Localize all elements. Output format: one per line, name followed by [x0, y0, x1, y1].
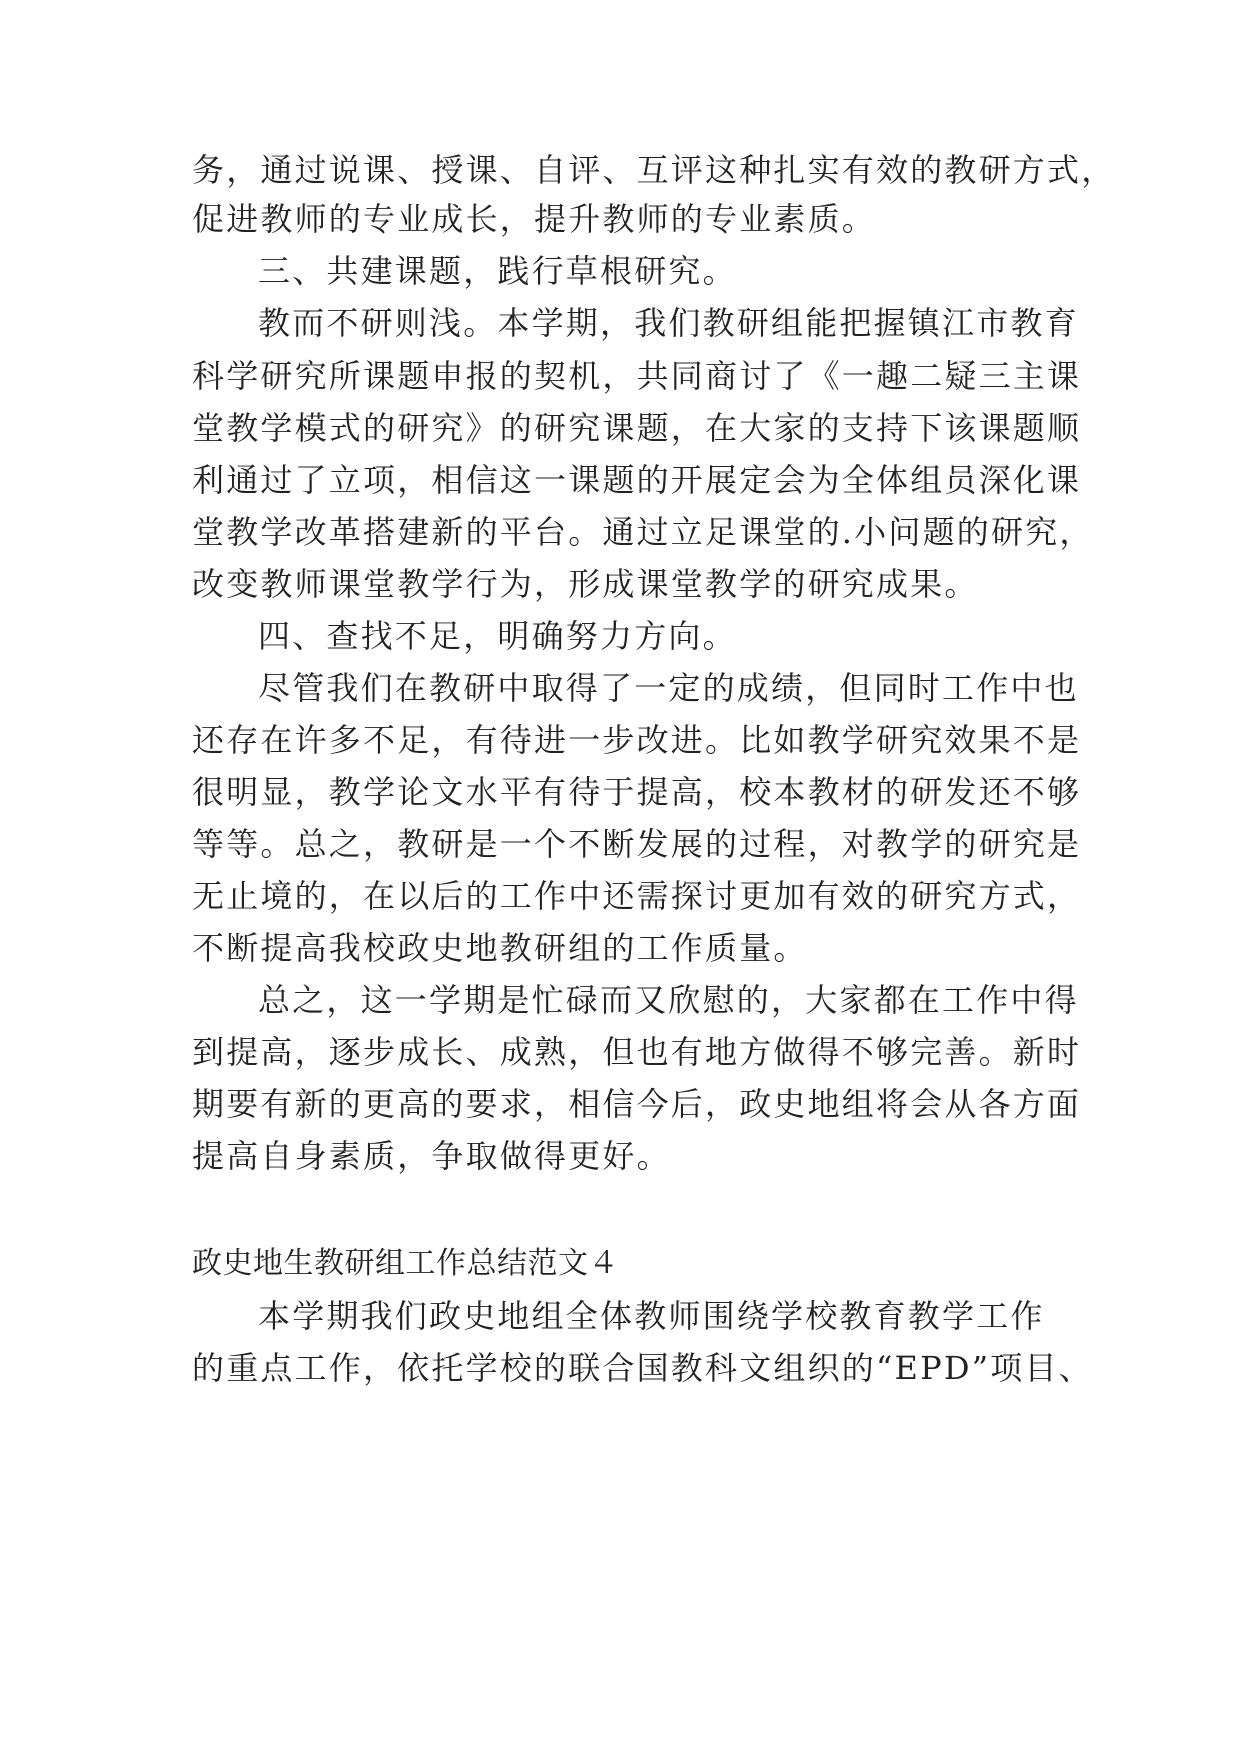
- paragraph-line: 不断提高我校政史地教研组的工作质量。: [192, 929, 808, 967]
- paragraph-line: 提高自身素质，争取做得更好。: [192, 1137, 671, 1175]
- section-title: 政史地生教研组工作总结范文４: [192, 1246, 619, 1281]
- paragraph-line: 等等。总之，教研是一个不断发展的过程，对教学的研究是: [192, 825, 1082, 863]
- paragraph-line: 堂教学改革搭建新的平台。通过立足课堂的.小问题的研究，: [192, 513, 1094, 551]
- paragraph-line: 务，通过说课、授课、自评、互评这种扎实有效的教研方式，: [192, 151, 1116, 189]
- paragraph-line: 堂教学模式的研究》的研究课题，在大家的支持下该课题顺: [192, 409, 1082, 447]
- paragraph-line: 教而不研则浅。本学期，我们教研组能把握镇江市教育: [258, 304, 1079, 342]
- paragraph-line: 总之，这一学期是忙碌而又欣慰的，大家都在工作中得: [258, 981, 1079, 1019]
- paragraph-line: 利通过了立项，相信这一课题的开展定会为全体组员深化课: [192, 461, 1082, 499]
- paragraph-line: 的重点工作，依托学校的联合国教科文组织的“EPD”项目、: [192, 1349, 1093, 1387]
- paragraph-line: 很明显，教学论文水平有待于提高，校本教材的研发还不够: [192, 773, 1082, 811]
- paragraph-line: 还存在许多不足，有待进一步改进。比如教学研究效果不是: [192, 721, 1082, 759]
- paragraph-line: 促进教师的专业成长，提升教师的专业素质。: [192, 200, 877, 238]
- paragraph-line: 无止境的，在以后的工作中还需探讨更加有效的研究方式，: [192, 877, 1082, 915]
- paragraph-line: 到提高，逐步成长、成熟，但也有地方做得不够完善。新时: [192, 1033, 1082, 1071]
- paragraph-line: 科学研究所课题申报的契机，共同商讨了《一趣二疑三主课: [192, 357, 1082, 395]
- section-heading: 四、查找不足，明确努力方向。: [258, 617, 737, 655]
- paragraph-line: 改变教师课堂教学行为，形成课堂教学的研究成果。: [192, 565, 979, 603]
- paragraph-line: 期要有新的更高的要求，相信今后，政史地组将会从各方面: [192, 1085, 1082, 1123]
- paragraph-line: 本学期我们政史地组全体教师围绕学校教育教学工作: [258, 1297, 1045, 1335]
- paragraph-line: 尽管我们在教研中取得了一定的成绩，但同时工作中也: [258, 669, 1079, 707]
- section-heading: 三、共建课题，践行草根研究。: [258, 252, 737, 290]
